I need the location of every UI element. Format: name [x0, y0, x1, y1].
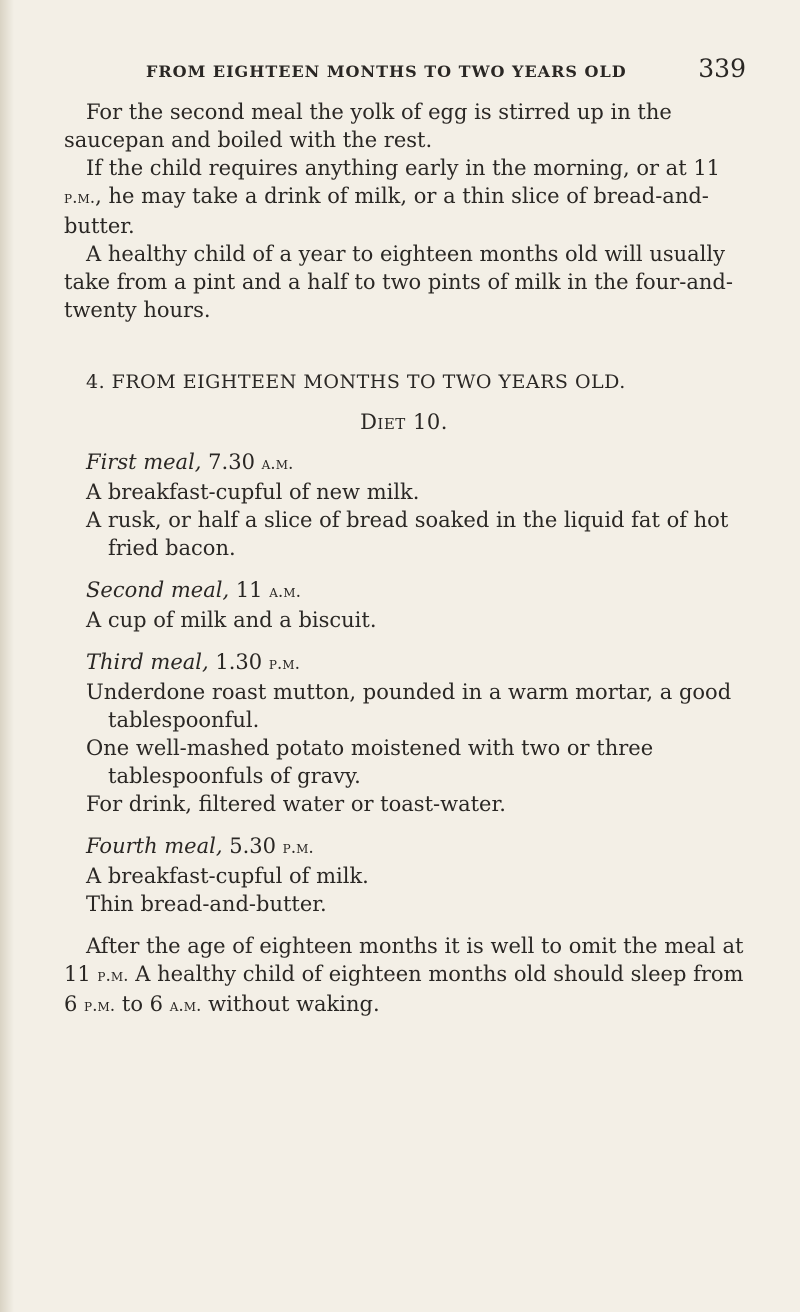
meal-item: A breakfast-cupful of new milk.	[86, 480, 420, 504]
meal-item: For drink, filtered water or toast-water.	[86, 792, 506, 816]
meal-first	[64, 448, 744, 562]
meal-fourth	[64, 832, 744, 918]
running-head-title: FROM EIGHTEEN MONTHS TO TWO YEARS OLD	[146, 62, 627, 81]
meal-heading: First meal, 7.30 a.m.	[86, 450, 294, 474]
meal-second	[64, 576, 744, 634]
page-number: 339	[698, 54, 746, 83]
meal-heading: Fourth meal, 5.30 p.m.	[86, 834, 314, 858]
meal-item: A breakfast-cupful of milk.	[86, 864, 369, 888]
closing-paragraph: After the age of eighteen months it is well to omit the meal at 11 p.m. A healthy child of eighteen months old should sleep from 6 p.m. to 6 a.m. without waking.	[64, 934, 744, 1016]
book-page	[64, 52, 744, 1020]
meal-third	[64, 648, 744, 818]
intro-paragraph-1: For the second meal the yolk of egg is stirred up in the saucepan and boiled with the rest.	[64, 100, 672, 152]
diet-title: Diet 10.	[360, 410, 448, 434]
running-head	[64, 52, 744, 92]
intro-paragraph-3: A healthy child of a year to eighteen months old will usually take from a pint and a half to two pints of milk in the four-and-twenty hours.	[64, 242, 733, 322]
page-edge-shadow	[0, 0, 14, 1312]
meal-item: A rusk, or half a slice of bread soaked in the liquid fat of hot fried bacon.	[86, 508, 729, 560]
meal-list	[64, 448, 744, 918]
meal-item: Thin bread-and-butter.	[86, 892, 327, 916]
meal-heading: Third meal, 1.30 p.m.	[86, 650, 300, 674]
intro-paragraph-2: If the child requires anything early in the morning, or at 11 p.m., he may take a drink of milk, or a thin slice of bread-and-butter.	[64, 156, 721, 238]
meal-item: One well-mashed potato moistened with two or three tablespoonfuls of gravy.	[86, 736, 654, 788]
meal-item: Underdone roast mutton, pounded in a warm mortar, a good tablespoonful.	[86, 680, 732, 732]
section-heading: 4. FROM EIGHTEEN MONTHS TO TWO YEARS OLD.	[86, 371, 626, 393]
meal-item: A cup of milk and a biscuit.	[86, 608, 377, 632]
meal-heading: Second meal, 11 a.m.	[86, 578, 301, 602]
